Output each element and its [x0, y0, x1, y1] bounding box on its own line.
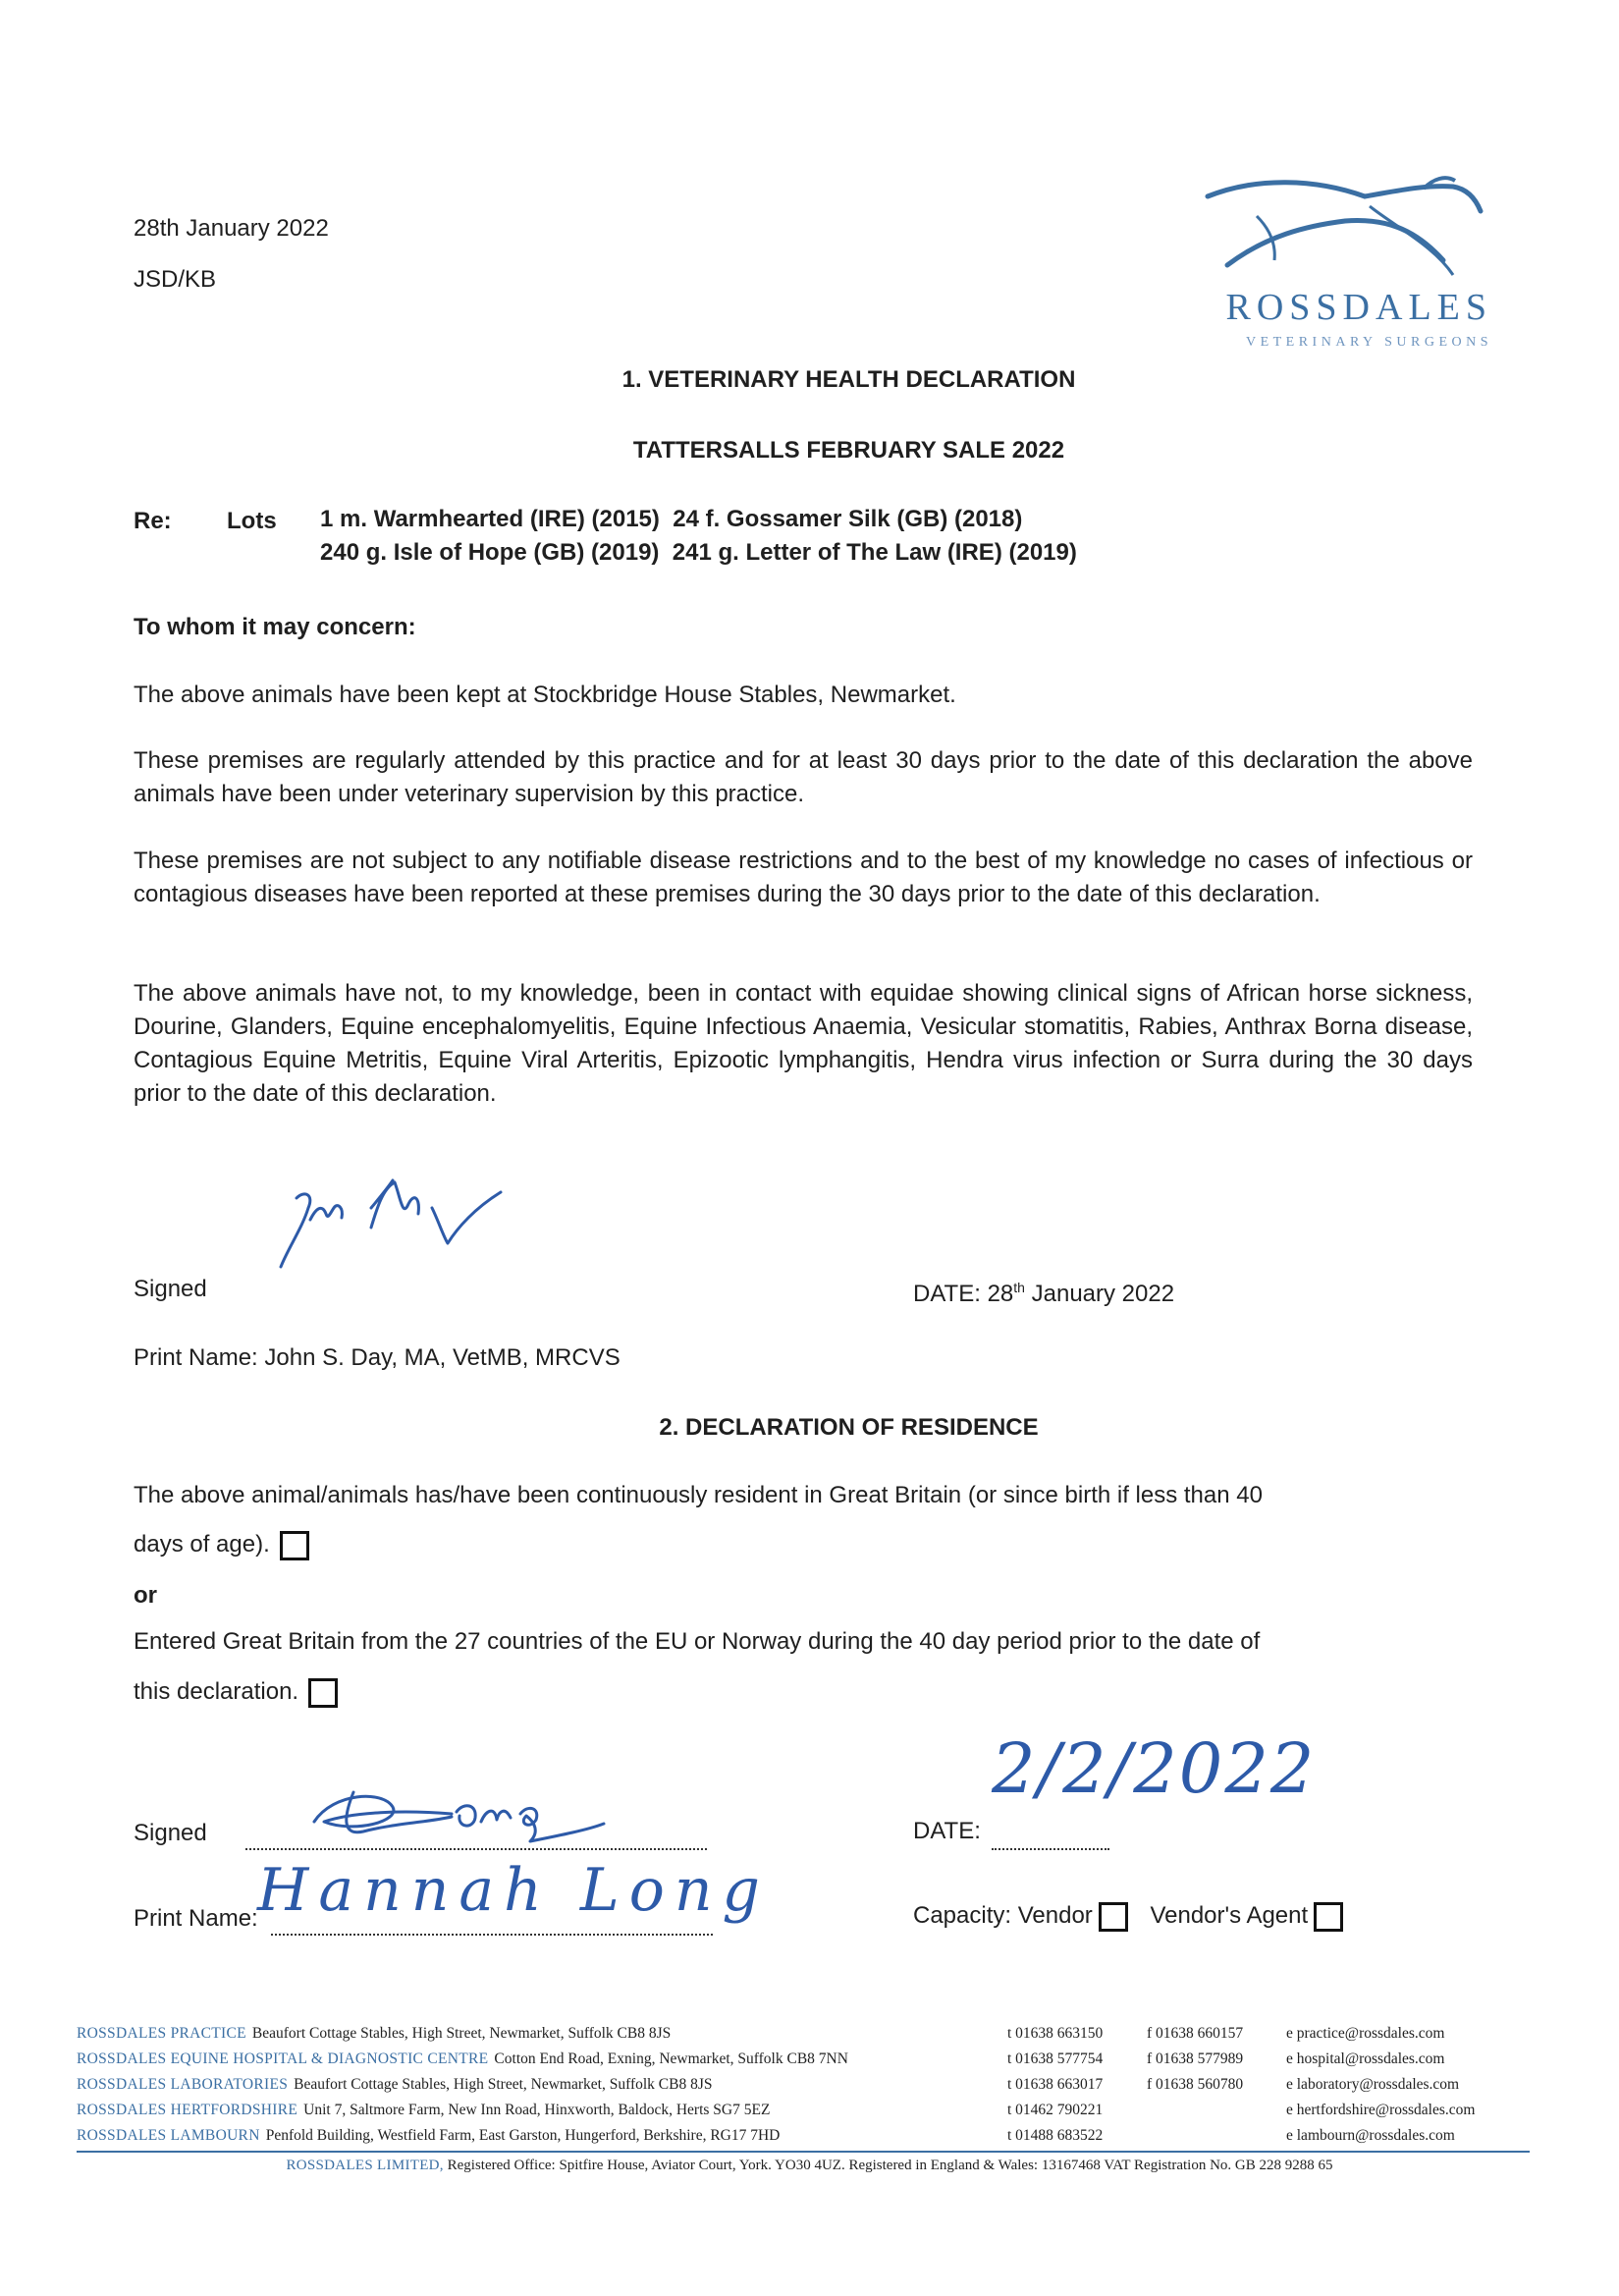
- footer-fax: f 01638 660157: [1147, 2025, 1244, 2042]
- vendor-signed-label: Signed: [134, 1820, 207, 1846]
- paragraph-supervision: These premises are regularly attended by this practice and for at least 30 days prior to the date of this declaration the above animals have been under veterinary supervision by this practice.: [134, 747, 1473, 807]
- footer-address: Unit 7, Saltmore Farm, New Inn Road, Hinxworth, Baldock, Herts SG7 5EZ: [303, 2102, 771, 2118]
- footer-email[interactable]: e lambourn@rossdales.com: [1286, 2127, 1455, 2144]
- vendor-signature: [295, 1763, 609, 1861]
- footer-limited: ROSSDALES LIMITED, Registered Office: Spitfire House, Aviator Court, York. YO30 4UZ. Registered in England & Wales: 13167468 VAT Registration No. GB 228 9288 65: [286, 2158, 1333, 2173]
- entered-paragraph: Entered Great Britain from the 27 countries of the EU or Norway during the 40 day period prior to the date of: [134, 1628, 1261, 1655]
- entered-paragraph-cont: this declaration.: [134, 1675, 338, 1709]
- footer-tag: ROSSDALES EQUINE HOSPITAL & DIAGNOSTIC CENTRE: [77, 2050, 489, 2067]
- footer-tag: ROSSDALES LAMBOURN: [77, 2127, 260, 2144]
- residence-paragraph-cont: days of age).: [134, 1528, 309, 1561]
- entered-checkbox[interactable]: [308, 1678, 338, 1708]
- footer-address: Beaufort Cottage Stables, High Street, Newmarket, Suffolk CB8 8JS: [294, 2076, 713, 2093]
- footer-row: [77, 2047, 1549, 2072]
- footer-email[interactable]: e hospital@rossdales.com: [1286, 2050, 1445, 2067]
- capacity-vendors-agent-checkbox[interactable]: [1314, 1902, 1343, 1932]
- vet-signed-label: Signed: [134, 1276, 207, 1302]
- footer-email[interactable]: e laboratory@rossdales.com: [1286, 2076, 1460, 2093]
- footer-tag: ROSSDALES PRACTICE: [77, 2025, 246, 2042]
- resident-checkbox[interactable]: [280, 1531, 309, 1560]
- footer-tel: t 01462 790221: [1007, 2102, 1104, 2118]
- footer-tag: ROSSDALES LABORATORIES: [77, 2076, 289, 2093]
- section2-title: 2. DECLARATION OF RESIDENCE: [659, 1414, 1039, 1441]
- footer-tel: t 01638 663017: [1007, 2076, 1104, 2093]
- salutation: To whom it may concern:: [134, 614, 416, 640]
- vendor-print-name-handwritten: Hannah Long: [257, 1856, 770, 1925]
- vendor-print-name-label: Print Name:: [134, 1905, 258, 1932]
- paragraph-disease-restrictions: These premises are not subject to any notifiable disease restrictions and to the best of my knowledge no cases of infectious or contagious diseases have been reported at these premises during the 30 days prior to the date of this declaration.: [134, 847, 1473, 907]
- horse-logo-icon: [1198, 167, 1492, 295]
- section1-subtitle: TATTERSALLS FEBRUARY SALE 2022: [632, 437, 1065, 464]
- vendor-date-line: [992, 1825, 1109, 1850]
- paragraph-premises: The above animals have been kept at Stockbridge House Stables, Newmarket.: [134, 682, 956, 708]
- re-label: Re:: [134, 508, 172, 534]
- footer-address: Beaufort Cottage Stables, High Street, Newmarket, Suffolk CB8 8JS: [251, 2025, 672, 2042]
- section1-title: 1. VETERINARY HEALTH DECLARATION: [621, 366, 1076, 393]
- footer-address: Penfold Building, Westfield Farm, East Garston, Hungerford, Berkshire, RG17 7HD: [265, 2127, 781, 2144]
- letter-date: 28th January 2022: [134, 215, 329, 242]
- footer-contacts: [77, 2021, 1549, 2149]
- footer-tel: t 01638 663150: [1007, 2025, 1104, 2042]
- vet-date: DATE: 28th January 2022: [913, 1280, 1175, 1307]
- footer-row: [77, 2072, 1549, 2098]
- vendor-date-handwritten: 2/2/2022: [992, 1728, 1317, 1809]
- footer-row: [77, 2021, 1549, 2047]
- footer-email[interactable]: e practice@rossdales.com: [1286, 2025, 1445, 2042]
- letter-reference: JSD/KB: [134, 266, 217, 293]
- vet-signature: [265, 1169, 560, 1277]
- footer-fax: f 01638 560780: [1147, 2076, 1244, 2093]
- footer-tag: ROSSDALES HERTFORDSHIRE: [77, 2102, 298, 2118]
- vendor-date-label: DATE:: [913, 1818, 981, 1844]
- capacity-row: Capacity: Vendor Vendor's Agent: [913, 1899, 1343, 1933]
- vet-print-name: Print Name: John S. Day, MA, VetMB, MRCVS: [134, 1344, 621, 1371]
- logo-tagline: VETERINARY SURGEONS: [1245, 335, 1492, 350]
- footer-tel: t 01488 683522: [1007, 2127, 1104, 2144]
- lots-line-1: 1 m. Warmhearted (IRE) (2015) 24 f. Gossamer Silk (GB) (2018): [320, 506, 1023, 532]
- paragraph-contact-declaration: The above animals have not, to my knowledge, been in contact with equidae showing clinical signs of African horse sickness, Dourine, Glanders, Equine encephalomyelitis, Equine Infectious Anaemia, Vesicular stomatitis, Rabies, Anthrax Borna disease, Contagious Equine Metritis, Equine Viral Arteritis, Epizootic lymphangitis, Hendra virus infection or Surra during the 30 days prior to the date of this declaration.: [134, 980, 1473, 1107]
- rossdales-logo: [1198, 167, 1492, 373]
- logo-name: ROSSDALES: [1225, 287, 1492, 328]
- footer-row: [77, 2123, 1549, 2149]
- residence-paragraph: The above animal/animals has/have been continuously resident in Great Britain (or since birth if less than 40: [134, 1482, 1263, 1508]
- footer-email[interactable]: e hertfordshire@rossdales.com: [1286, 2102, 1476, 2118]
- footer-fax: f 01638 577989: [1147, 2050, 1244, 2067]
- capacity-vendor-checkbox[interactable]: [1099, 1902, 1128, 1932]
- or-label: or: [134, 1582, 157, 1609]
- footer-tel: t 01638 577754: [1007, 2050, 1104, 2067]
- footer-address: Cotton End Road, Exning, Newmarket, Suffolk CB8 7NN: [494, 2050, 848, 2067]
- lots-line-2: 240 g. Isle of Hope (GB) (2019) 241 g. Letter of The Law (IRE) (2019): [320, 539, 1077, 566]
- footer-row: [77, 2098, 1549, 2123]
- lots-label: Lots: [227, 508, 277, 534]
